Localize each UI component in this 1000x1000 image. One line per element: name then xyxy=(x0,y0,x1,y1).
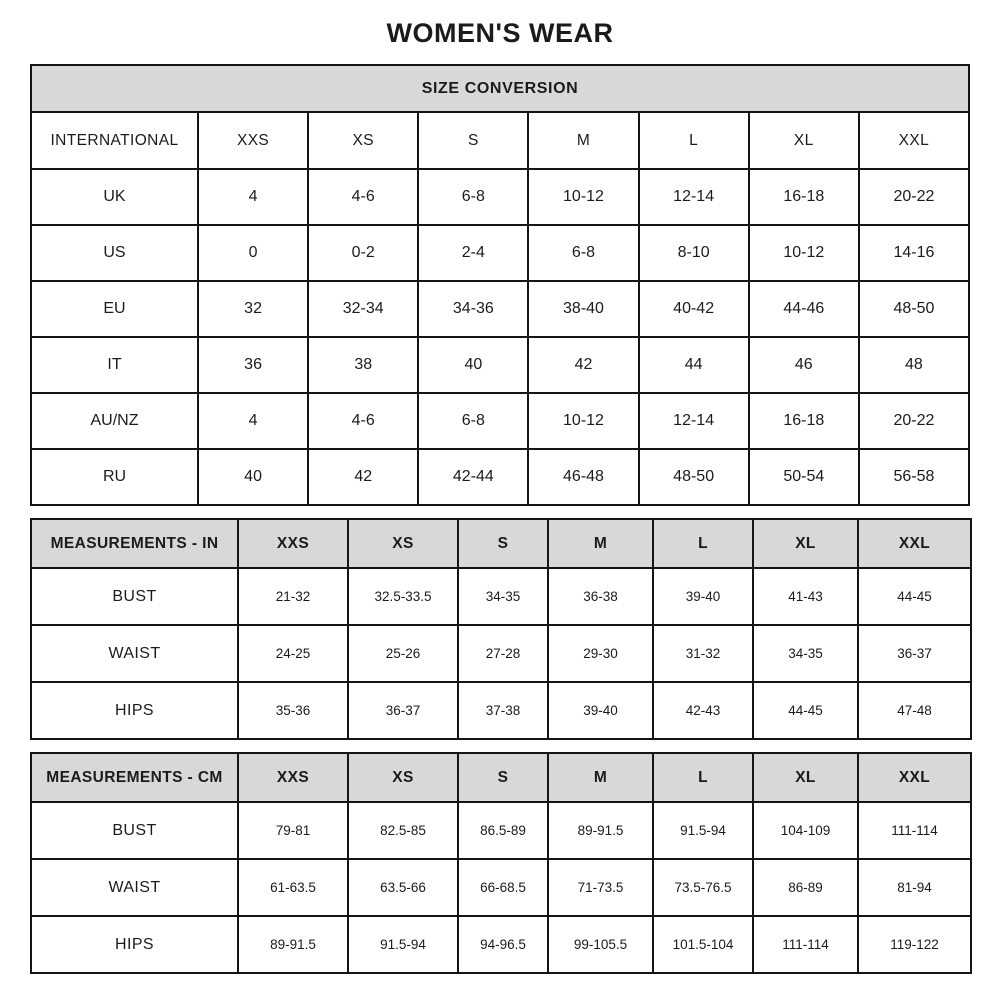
column-header-m: M xyxy=(528,112,638,169)
size-cell: 36 xyxy=(198,337,308,393)
size-cell: 10-12 xyxy=(528,393,638,449)
column-header-l: L xyxy=(639,112,749,169)
measurement-cell: 91.5-94 xyxy=(348,916,458,973)
size-cell: 12-14 xyxy=(639,393,749,449)
size-cell: 40 xyxy=(418,337,528,393)
column-header-l: L xyxy=(653,519,753,568)
measurement-cell: 27-28 xyxy=(458,625,548,682)
column-header-xxs: XXS xyxy=(198,112,308,169)
table-row-it xyxy=(31,337,969,393)
measurement-cell: 32.5-33.5 xyxy=(348,568,458,625)
measurement-cell: 111-114 xyxy=(753,916,858,973)
measurements-cm-header-row xyxy=(31,753,971,802)
size-cell: 0 xyxy=(198,225,308,281)
measurement-cell: 31-32 xyxy=(653,625,753,682)
row-label: US xyxy=(31,225,198,281)
size-cell: 38-40 xyxy=(528,281,638,337)
size-cell: 20-22 xyxy=(859,393,969,449)
size-cell: 4 xyxy=(198,169,308,225)
size-cell: 6-8 xyxy=(418,169,528,225)
measurement-cell: 41-43 xyxy=(753,568,858,625)
row-label: BUST xyxy=(31,802,238,859)
measurement-cell: 91.5-94 xyxy=(653,802,753,859)
measurement-cell: 86.5-89 xyxy=(458,802,548,859)
table-row-eu xyxy=(31,281,969,337)
table-row-bust-in xyxy=(31,568,971,625)
table-row-waist-cm xyxy=(31,859,971,916)
measurement-cell: 36-37 xyxy=(858,625,971,682)
row-label: RU xyxy=(31,449,198,505)
measurement-cell: 35-36 xyxy=(238,682,348,739)
size-cell: 12-14 xyxy=(639,169,749,225)
size-cell: 32-34 xyxy=(308,281,418,337)
size-cell: 50-54 xyxy=(749,449,859,505)
measurement-cell: 44-45 xyxy=(753,682,858,739)
table-row-waist-in xyxy=(31,625,971,682)
column-header-xs: XS xyxy=(348,519,458,568)
size-cell: 34-36 xyxy=(418,281,528,337)
size-cell: 44-46 xyxy=(749,281,859,337)
size-cell: 2-4 xyxy=(418,225,528,281)
measurement-cell: 99-105.5 xyxy=(548,916,653,973)
measurement-cell: 24-25 xyxy=(238,625,348,682)
size-conversion-banner-row xyxy=(31,65,969,112)
column-header-xl: XL xyxy=(749,112,859,169)
measurement-cell: 39-40 xyxy=(548,682,653,739)
size-cell: 42 xyxy=(308,449,418,505)
measurement-cell: 39-40 xyxy=(653,568,753,625)
size-cell: 42-44 xyxy=(418,449,528,505)
measurement-cell: 71-73.5 xyxy=(548,859,653,916)
row-label: EU xyxy=(31,281,198,337)
column-header-m: M xyxy=(548,753,653,802)
column-header-xl: XL xyxy=(753,519,858,568)
size-cell: 10-12 xyxy=(528,169,638,225)
measurement-cell: 104-109 xyxy=(753,802,858,859)
table-row-bust-cm xyxy=(31,802,971,859)
size-cell: 8-10 xyxy=(639,225,749,281)
measurement-cell: 79-81 xyxy=(238,802,348,859)
column-header-xl: XL xyxy=(753,753,858,802)
measurements-in-table xyxy=(30,518,972,740)
measurement-cell: 34-35 xyxy=(458,568,548,625)
size-conversion-columns-row xyxy=(31,112,969,169)
measurement-cell: 21-32 xyxy=(238,568,348,625)
measurements-cm-table xyxy=(30,752,972,974)
column-header-international: INTERNATIONAL xyxy=(31,112,198,169)
measurement-cell: 34-35 xyxy=(753,625,858,682)
column-header-xxl: XXL xyxy=(858,753,971,802)
size-cell: 40-42 xyxy=(639,281,749,337)
measurements-cm-header: MEASUREMENTS - CM xyxy=(31,753,238,802)
measurement-cell: 119-122 xyxy=(858,916,971,973)
size-cell: 46-48 xyxy=(528,449,638,505)
size-cell: 0-2 xyxy=(308,225,418,281)
row-label: BUST xyxy=(31,568,238,625)
measurement-cell: 47-48 xyxy=(858,682,971,739)
measurement-cell: 81-94 xyxy=(858,859,971,916)
size-cell: 46 xyxy=(749,337,859,393)
row-label: WAIST xyxy=(31,625,238,682)
row-label: UK xyxy=(31,169,198,225)
size-cell: 48-50 xyxy=(859,281,969,337)
measurement-cell: 66-68.5 xyxy=(458,859,548,916)
table-row-ru xyxy=(31,449,969,505)
size-cell: 20-22 xyxy=(859,169,969,225)
row-label: HIPS xyxy=(31,682,238,739)
size-cell: 42 xyxy=(528,337,638,393)
size-cell: 32 xyxy=(198,281,308,337)
column-header-xxl: XXL xyxy=(858,519,971,568)
size-cell: 4-6 xyxy=(308,393,418,449)
measurement-cell: 36-37 xyxy=(348,682,458,739)
size-cell: 38 xyxy=(308,337,418,393)
measurement-cell: 101.5-104 xyxy=(653,916,753,973)
measurement-cell: 86-89 xyxy=(753,859,858,916)
measurement-cell: 29-30 xyxy=(548,625,653,682)
measurement-cell: 25-26 xyxy=(348,625,458,682)
column-header-s: S xyxy=(458,753,548,802)
table-row-hips-cm xyxy=(31,916,971,973)
size-cell: 6-8 xyxy=(418,393,528,449)
row-label: WAIST xyxy=(31,859,238,916)
table-row-uk xyxy=(31,169,969,225)
measurement-cell: 82.5-85 xyxy=(348,802,458,859)
size-cell: 16-18 xyxy=(749,393,859,449)
measurement-cell: 36-38 xyxy=(548,568,653,625)
row-label: IT xyxy=(31,337,198,393)
column-header-xs: XS xyxy=(308,112,418,169)
measurements-in-header: MEASUREMENTS - IN xyxy=(31,519,238,568)
size-cell: 6-8 xyxy=(528,225,638,281)
size-cell: 10-12 xyxy=(749,225,859,281)
size-cell: 56-58 xyxy=(859,449,969,505)
column-header-m: M xyxy=(548,519,653,568)
column-header-xs: XS xyxy=(348,753,458,802)
column-header-s: S xyxy=(458,519,548,568)
page-title: WOMEN'S WEAR xyxy=(386,18,614,48)
size-conversion-header: SIZE CONVERSION xyxy=(31,65,969,112)
size-conversion-table xyxy=(30,64,970,506)
table-row-us xyxy=(31,225,969,281)
size-cell: 48 xyxy=(859,337,969,393)
measurement-cell: 89-91.5 xyxy=(548,802,653,859)
size-cell: 4-6 xyxy=(308,169,418,225)
size-cell: 40 xyxy=(198,449,308,505)
column-header-s: S xyxy=(418,112,528,169)
size-cell: 44 xyxy=(639,337,749,393)
size-cell: 16-18 xyxy=(749,169,859,225)
table-row-aunz xyxy=(31,393,969,449)
column-header-l: L xyxy=(653,753,753,802)
measurement-cell: 37-38 xyxy=(458,682,548,739)
measurement-cell: 63.5-66 xyxy=(348,859,458,916)
size-cell: 48-50 xyxy=(639,449,749,505)
measurement-cell: 111-114 xyxy=(858,802,971,859)
measurement-cell: 42-43 xyxy=(653,682,753,739)
row-label: HIPS xyxy=(31,916,238,973)
row-label: AU/NZ xyxy=(31,393,198,449)
measurement-cell: 44-45 xyxy=(858,568,971,625)
size-cell: 14-16 xyxy=(859,225,969,281)
table-row-hips-in xyxy=(31,682,971,739)
measurement-cell: 73.5-76.5 xyxy=(653,859,753,916)
column-header-xxs: XXS xyxy=(238,753,348,802)
measurement-cell: 89-91.5 xyxy=(238,916,348,973)
measurement-cell: 94-96.5 xyxy=(458,916,548,973)
measurements-in-header-row xyxy=(31,519,971,568)
column-header-xxs: XXS xyxy=(238,519,348,568)
size-cell: 4 xyxy=(198,393,308,449)
column-header-xxl: XXL xyxy=(859,112,969,169)
measurement-cell: 61-63.5 xyxy=(238,859,348,916)
